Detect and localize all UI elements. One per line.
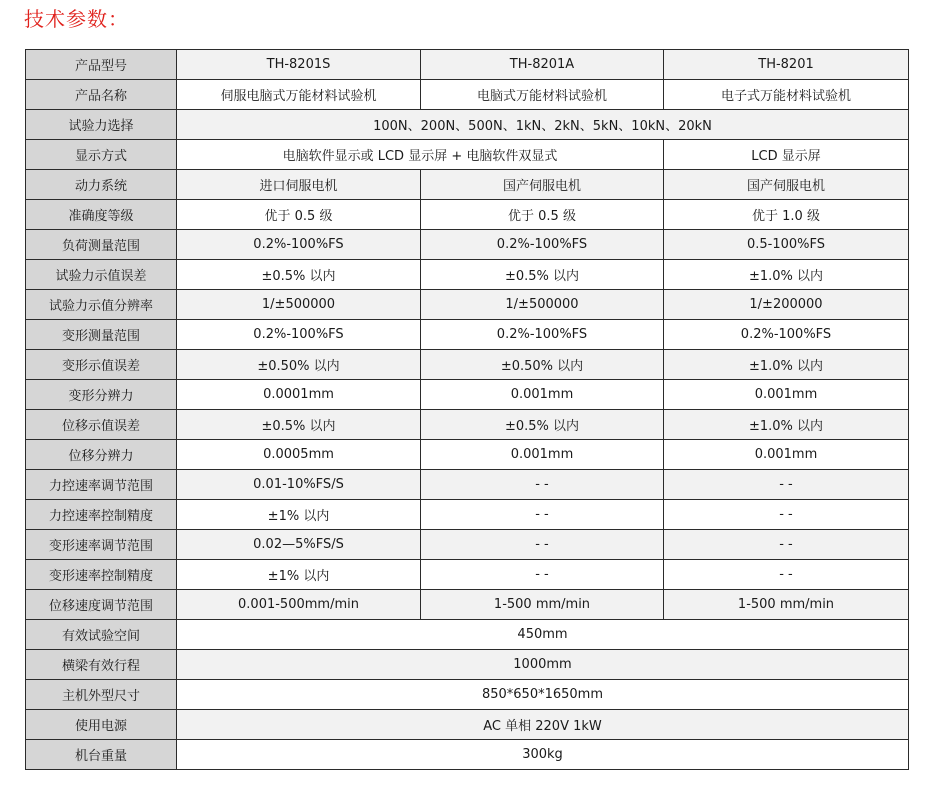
value-cell: - - [664, 500, 909, 530]
value-cell: 0.2%-100%FS [177, 230, 421, 260]
param-label-cell: 试验力示值误差 [26, 260, 177, 290]
value-cell: ±0.5% 以内 [421, 260, 664, 290]
value-cell: 0.02—5%FS/S [177, 530, 421, 560]
value-cell: ±0.5% 以内 [177, 410, 421, 440]
value-cell: 优于 1.0 级 [664, 200, 909, 230]
value-cell: - - [421, 530, 664, 560]
page-title: 技术参数： [24, 7, 129, 31]
value-cell: 1000mm [177, 650, 909, 680]
param-label-cell: 力控速率控制精度 [26, 500, 177, 530]
value-cell: 0.2%-100%FS [421, 320, 664, 350]
value-cell: ±0.50% 以内 [177, 350, 421, 380]
param-label-cell: 负荷测量范围 [26, 230, 177, 260]
value-cell: 100N、200N、500N、1kN、2kN、5kN、10kN、20kN [177, 110, 909, 140]
table-row [26, 200, 909, 230]
value-cell: 0.2%-100%FS [421, 230, 664, 260]
value-cell: ±1.0% 以内 [664, 260, 909, 290]
table-row [26, 740, 909, 770]
table-row [26, 170, 909, 200]
spec-table [25, 49, 909, 770]
value-cell: 0.2%-100%FS [177, 320, 421, 350]
param-label-cell: 产品名称 [26, 80, 177, 110]
table-row [26, 140, 909, 170]
value-cell: 电脑式万能材料试验机 [421, 80, 664, 110]
param-label-cell: 变形示值误差 [26, 350, 177, 380]
spec-table-body [26, 50, 909, 770]
value-cell: 0.01-10%FS/S [177, 470, 421, 500]
value-cell: 450mm [177, 620, 909, 650]
table-row [26, 260, 909, 290]
value-cell: 0.5-100%FS [664, 230, 909, 260]
value-cell: 0.001mm [664, 380, 909, 410]
param-label-cell: 使用电源 [26, 710, 177, 740]
value-cell: ±0.5% 以内 [177, 260, 421, 290]
value-cell: 1/±200000 [664, 290, 909, 320]
value-cell: LCD 显示屏 [664, 140, 909, 170]
value-cell: 1/±500000 [421, 290, 664, 320]
value-cell: 国产伺服电机 [664, 170, 909, 200]
param-label-cell: 横梁有效行程 [26, 650, 177, 680]
param-label-cell: 变形速率调节范围 [26, 530, 177, 560]
param-label-cell: 位移分辨力 [26, 440, 177, 470]
param-label-cell: 机台重量 [26, 740, 177, 770]
table-row [26, 410, 909, 440]
param-label-cell: 变形测量范围 [26, 320, 177, 350]
table-row [26, 350, 909, 380]
value-cell: ±0.50% 以内 [421, 350, 664, 380]
param-label-cell: 显示方式 [26, 140, 177, 170]
table-row [26, 110, 909, 140]
value-cell: ±1% 以内 [177, 500, 421, 530]
table-row [26, 650, 909, 680]
table-row [26, 530, 909, 560]
param-label-cell: 准确度等级 [26, 200, 177, 230]
header-row [26, 50, 909, 80]
value-cell: - - [664, 530, 909, 560]
value-cell: 1-500 mm/min [421, 590, 664, 620]
value-cell: 电子式万能材料试验机 [664, 80, 909, 110]
param-label-cell: 变形速率控制精度 [26, 560, 177, 590]
table-row [26, 290, 909, 320]
param-label-cell: 动力系统 [26, 170, 177, 200]
header-model-cell: TH-8201S [177, 50, 421, 80]
value-cell: 300kg [177, 740, 909, 770]
value-cell: AC 单相 220V 1kW [177, 710, 909, 740]
param-label-cell: 主机外型尺寸 [26, 680, 177, 710]
value-cell: 进口伺服电机 [177, 170, 421, 200]
table-row [26, 560, 909, 590]
table-row [26, 470, 909, 500]
table-row [26, 380, 909, 410]
value-cell: 0.001mm [664, 440, 909, 470]
value-cell: ±1% 以内 [177, 560, 421, 590]
value-cell: 国产伺服电机 [421, 170, 664, 200]
value-cell: 伺服电脑式万能材料试验机 [177, 80, 421, 110]
value-cell: ±1.0% 以内 [664, 350, 909, 380]
param-label-cell: 有效试验空间 [26, 620, 177, 650]
header-model-cell: TH-8201 [664, 50, 909, 80]
table-row [26, 320, 909, 350]
value-cell: ±1.0% 以内 [664, 410, 909, 440]
table-row [26, 440, 909, 470]
param-label-cell: 力控速率调节范围 [26, 470, 177, 500]
param-label-cell: 试验力示值分辨率 [26, 290, 177, 320]
value-cell: - - [421, 470, 664, 500]
value-cell: 0.2%-100%FS [664, 320, 909, 350]
value-cell: 0.001mm [421, 380, 664, 410]
header-model-cell: TH-8201A [421, 50, 664, 80]
table-row [26, 620, 909, 650]
param-label-cell: 变形分辨力 [26, 380, 177, 410]
table-row [26, 590, 909, 620]
param-label-cell: 位移速度调节范围 [26, 590, 177, 620]
param-label-cell: 试验力选择 [26, 110, 177, 140]
value-cell: 850*650*1650mm [177, 680, 909, 710]
value-cell: - - [421, 560, 664, 590]
value-cell: - - [664, 560, 909, 590]
value-cell: 0.001mm [421, 440, 664, 470]
param-label-cell: 位移示值误差 [26, 410, 177, 440]
header-param-cell: 产品型号 [26, 50, 177, 80]
table-row [26, 500, 909, 530]
value-cell: 1-500 mm/min [664, 590, 909, 620]
value-cell: 优于 0.5 级 [421, 200, 664, 230]
value-cell: 优于 0.5 级 [177, 200, 421, 230]
value-cell: 1/±500000 [177, 290, 421, 320]
value-cell: - - [421, 500, 664, 530]
table-row [26, 230, 909, 260]
table-row [26, 710, 909, 740]
value-cell: 0.001-500mm/min [177, 590, 421, 620]
value-cell: ±0.5% 以内 [421, 410, 664, 440]
value-cell: 电脑软件显示或 LCD 显示屏 + 电脑软件双显式 [177, 140, 664, 170]
value-cell: 0.0001mm [177, 380, 421, 410]
table-row [26, 680, 909, 710]
value-cell: - - [664, 470, 909, 500]
table-row [26, 80, 909, 110]
value-cell: 0.0005mm [177, 440, 421, 470]
